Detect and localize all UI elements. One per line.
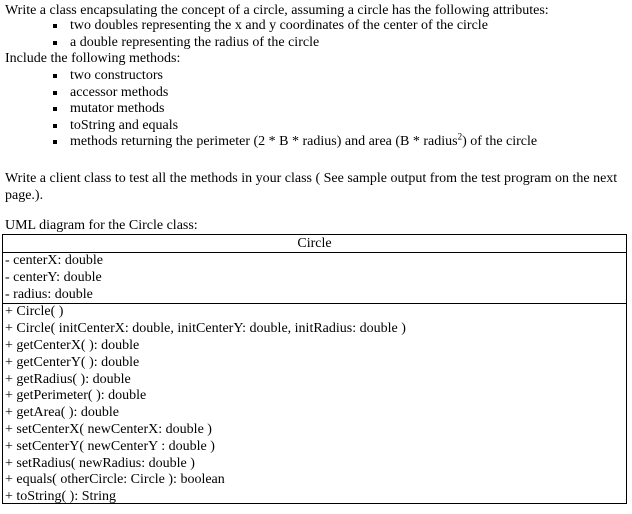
list-item: toString and equals: [53, 118, 537, 135]
uml-operation: + setCenterY( newCenterY : double ): [5, 438, 215, 454]
list-item-text: methods returning the perimeter (2 * B * radius) and area (B * radius: [70, 134, 458, 150]
list-item: [53, 131, 538, 151]
uml-operation: + toString( ): String: [5, 489, 116, 505]
uml-attribute: - radius: double: [5, 286, 93, 302]
uml-heading: UML diagram for the Circle class:: [5, 218, 198, 233]
uml-operation: + getCenterX( ): double: [5, 337, 140, 353]
uml-class-name: Circle: [3, 235, 626, 253]
superscript: 2: [457, 131, 463, 142]
intro-text: Write a class encapsulating the concept of a circle, assuming a circle has the following attributes:: [5, 3, 549, 18]
uml-operations: [3, 304, 626, 506]
uml-operation: + setRadius( newRadius: double ): [5, 455, 195, 471]
uml-attribute: - centerX: double: [5, 253, 103, 268]
client-instructions: Write a client class to test all the methods in your class ( See sample output from the test program on the next page.).: [5, 171, 618, 203]
uml-attribute: - centerY: double: [5, 269, 102, 285]
methods-heading: Include the following methods:: [5, 51, 181, 66]
uml-operation: + getCenterY( ): double: [5, 354, 140, 370]
list-item: accessor methods: [53, 85, 537, 102]
list-item: a double representing the radius of the circle: [53, 35, 488, 52]
attribute-list: [53, 18, 488, 51]
uml-attributes: [3, 253, 626, 304]
uml-operation: + getPerimeter( ): double: [5, 388, 147, 404]
uml-operation: + Circle( initCenterX: double, initCenterY: double, initRadius: double ): [5, 321, 406, 337]
method-list: [53, 68, 537, 151]
uml-operation: + getRadius( ): double: [5, 371, 131, 387]
uml-operation: + Circle( ): [5, 304, 64, 320]
uml-operation: + setCenterX( newCenterX: double ): [5, 421, 212, 437]
list-item-text-end: ) of the circle: [462, 134, 538, 150]
list-item: two doubles representing the x and y coordinates of the center of the circle: [53, 18, 488, 35]
list-item: two constructors: [53, 68, 537, 85]
uml-operation: + equals( otherCircle: Circle ): boolean: [5, 472, 225, 488]
uml-operation: + getArea( ): double: [5, 405, 120, 421]
uml-class-diagram: [2, 234, 627, 504]
list-item: mutator methods: [53, 101, 537, 118]
